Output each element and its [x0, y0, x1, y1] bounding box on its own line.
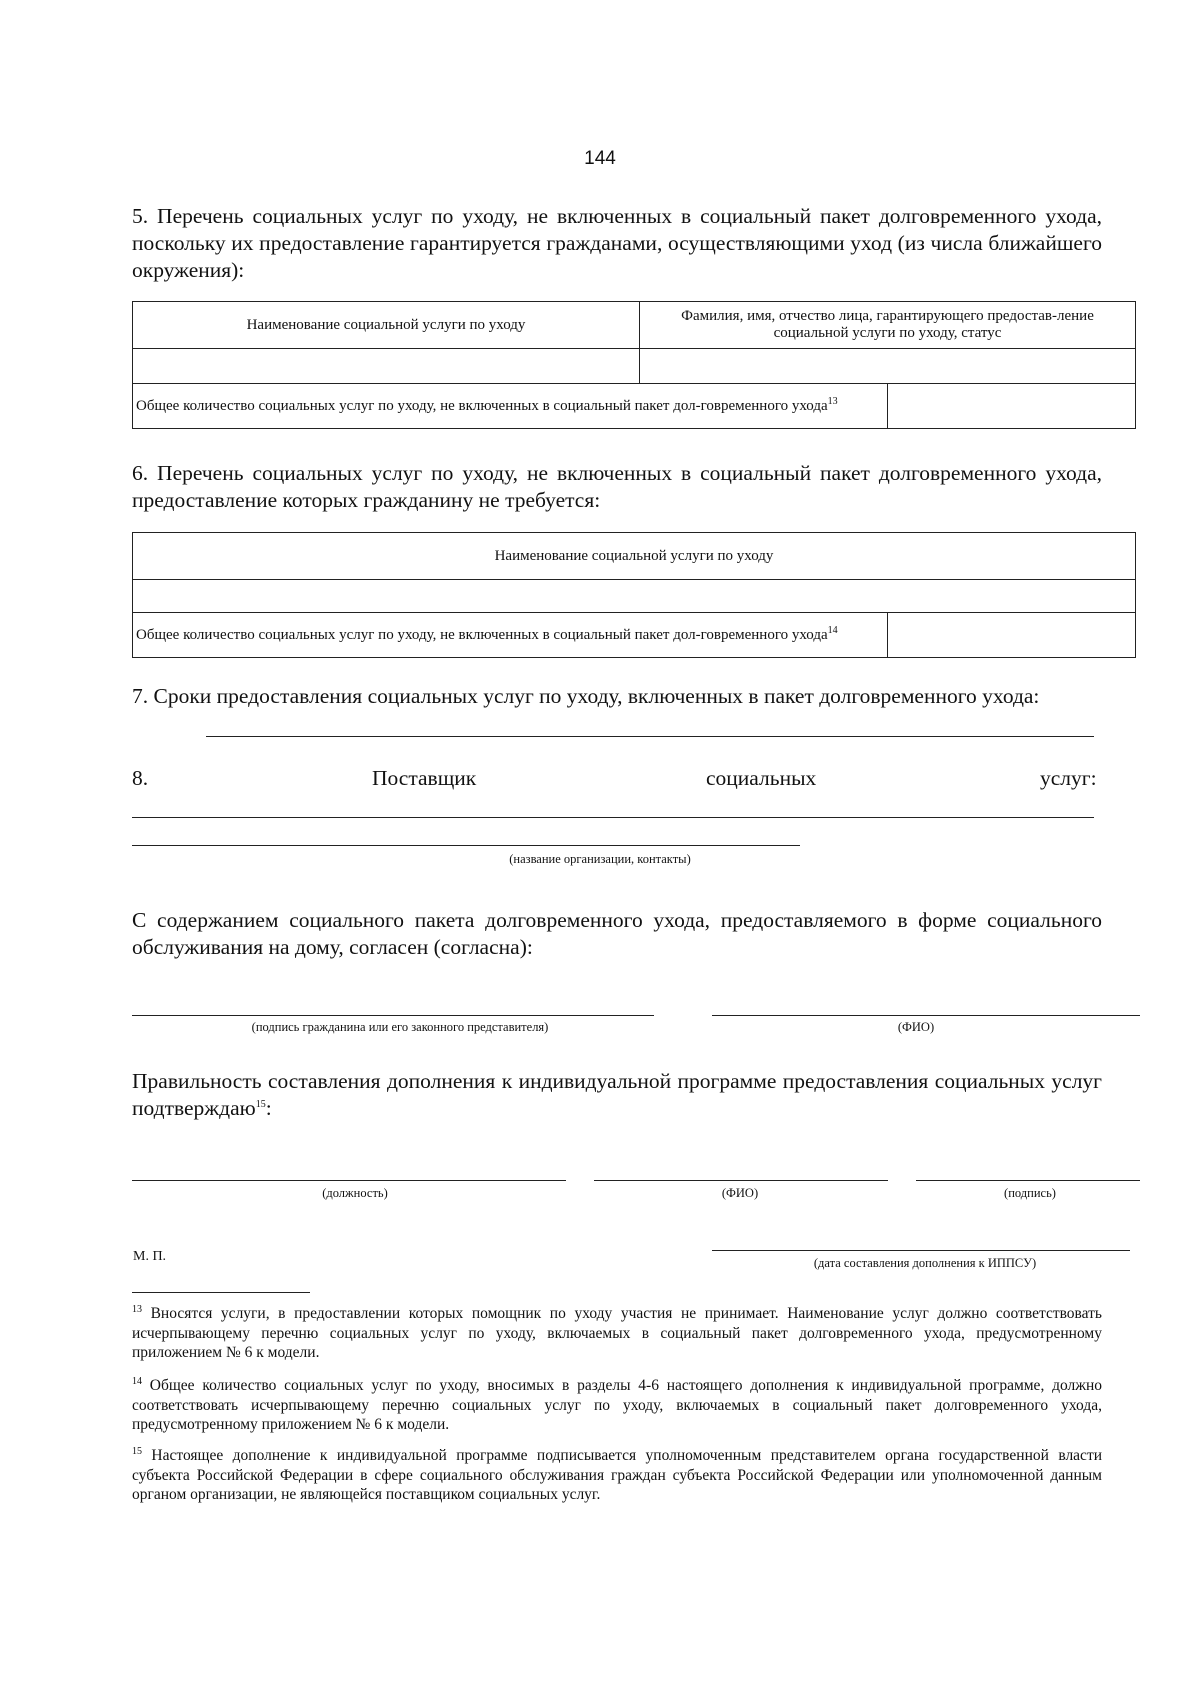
footnote-15-text: Настоящее дополнение к индивидуальной программе подписывается уполномоченным представителем органа государственной власти субъекта Российской Федерации в сфере социального обслуживания граждан субъекта Российской Федерации или уполномоченной данным органом организации, не являющейся поставщиком социальных услуг.	[132, 1447, 1103, 1503]
section5-total-value-cell	[888, 384, 1136, 429]
section8-word-social: социальных	[706, 766, 817, 790]
section6-total-label-cell	[133, 613, 888, 658]
section8-caption: (название организации, контакты)	[509, 852, 691, 866]
footnote-separator	[132, 1292, 310, 1293]
section6-text: 6. Перечень социальных услуг по уходу, не включенных в социальный пакет долговременного ухода, предоставление которых гражданину не требуется:	[132, 461, 1102, 512]
section7-fill-line	[206, 736, 1094, 737]
footnote-14	[132, 1376, 1102, 1435]
consent-sign-line	[132, 1015, 654, 1016]
section5-total-label: Общее количество социальных услуг по уходу, не включенных в социальный пакет дол-говременного ухода	[136, 397, 828, 414]
section8-word-services: услуг:	[1040, 766, 1097, 790]
section6-empty-cell	[133, 580, 1136, 613]
section6-table	[132, 532, 1136, 658]
footnote-ref-15: 15	[255, 1098, 266, 1110]
footnote-ref-14: 14	[827, 624, 838, 636]
section7-text: 7. Сроки предоставления социальных услуг по уходу, включенных в пакет долговременного ухода:	[132, 684, 1040, 708]
footnote-13-number: 13	[132, 1303, 142, 1315]
section5-empty-cell-1	[133, 349, 640, 384]
confirm-fio-line	[594, 1180, 888, 1181]
section5-col2-header: Фамилия, имя, отчество лица, гарантирующего предостав-ление социальной услуги по уходу, статус	[640, 302, 1136, 349]
section6-total-value-cell	[888, 613, 1136, 658]
section8-fill-line-1	[132, 817, 1094, 818]
footnote-13-text: Вносятся услуги, в предоставлении которых помощник по уходу участия не принимает. Наименование услуг должно соответствовать исчерпывающему перечню социальных услуг по уходу, включаемых в социальный пакет долговременного ухода, предусмотренному приложением № 6 к модели.	[132, 1305, 1102, 1361]
confirm-text-block: Правильность составления дополнения к индивидуальной программе предоставления социальных услуг подтверждаю$^{15}$:	[132, 1069, 1102, 1120]
consent-fio-line	[712, 1015, 1140, 1016]
footnote-14-number: 14	[132, 1375, 142, 1387]
section5-text: 5. Перечень социальных услуг по уходу, не включенных в социальный пакет долговременного ухода, поскольку их предоставление гарантируется гражданами, осуществляющими уход (из числа ближайшего окружения):	[132, 204, 1102, 282]
stamp-label: М. П.	[133, 1249, 167, 1264]
section5-total-label-cell	[133, 384, 888, 429]
footnote-14-text: Общее количество социальных услуг по уходу, вносимых в разделы 4-6 настоящего дополнения к индивидуальной программе, должно соответствовать исчерпывающему перечню социальных услуг по уходу, включаемых в социальный пакет долговременного ухода, предусмотренному приложением № 6 к модели.	[132, 1377, 1103, 1433]
section5-table	[132, 301, 1136, 429]
confirm-text: Правильность составления дополнения к индивидуальной программе предоставления социальных услуг подтверждаю	[132, 1069, 1102, 1120]
confirm-position-line	[132, 1180, 566, 1181]
section5-empty-cell-2	[640, 349, 1136, 384]
section8-number: 8.	[132, 766, 149, 790]
consent-sign-caption: (подпись гражданина или его законного представителя)	[251, 1020, 549, 1034]
section8-word-provider: Поставщик	[372, 766, 477, 790]
footnote-15	[132, 1446, 1102, 1505]
footnote-ref-13: 13	[827, 395, 838, 407]
confirm-sign-caption: (подпись)	[1004, 1186, 1056, 1200]
footnote-13	[132, 1304, 1102, 1363]
footnote-15-number: 15	[132, 1445, 142, 1457]
date-line	[712, 1250, 1130, 1251]
confirm-sign-line	[916, 1180, 1140, 1181]
page-number: 144	[584, 148, 616, 169]
confirm-fio-caption: (ФИО)	[721, 1186, 759, 1200]
section8-fill-line-2	[132, 845, 800, 846]
section6-col-header: Наименование социальной услуги по уходу	[133, 533, 1136, 580]
confirm-position-caption: (должность)	[322, 1186, 388, 1200]
consent-text: С содержанием социального пакета долговременного ухода, предоставляемого в форме социального обслуживания на дому, согласен (согласна):	[132, 908, 1102, 959]
consent-fio-caption: (ФИО)	[897, 1020, 935, 1034]
date-caption: (дата составления дополнения к ИППСУ)	[813, 1256, 1037, 1270]
section6-total-label: Общее количество социальных услуг по уходу, не включенных в социальный пакет дол-говременного ухода	[136, 626, 828, 643]
section5-col1-header: Наименование социальной услуги по уходу	[133, 302, 640, 349]
